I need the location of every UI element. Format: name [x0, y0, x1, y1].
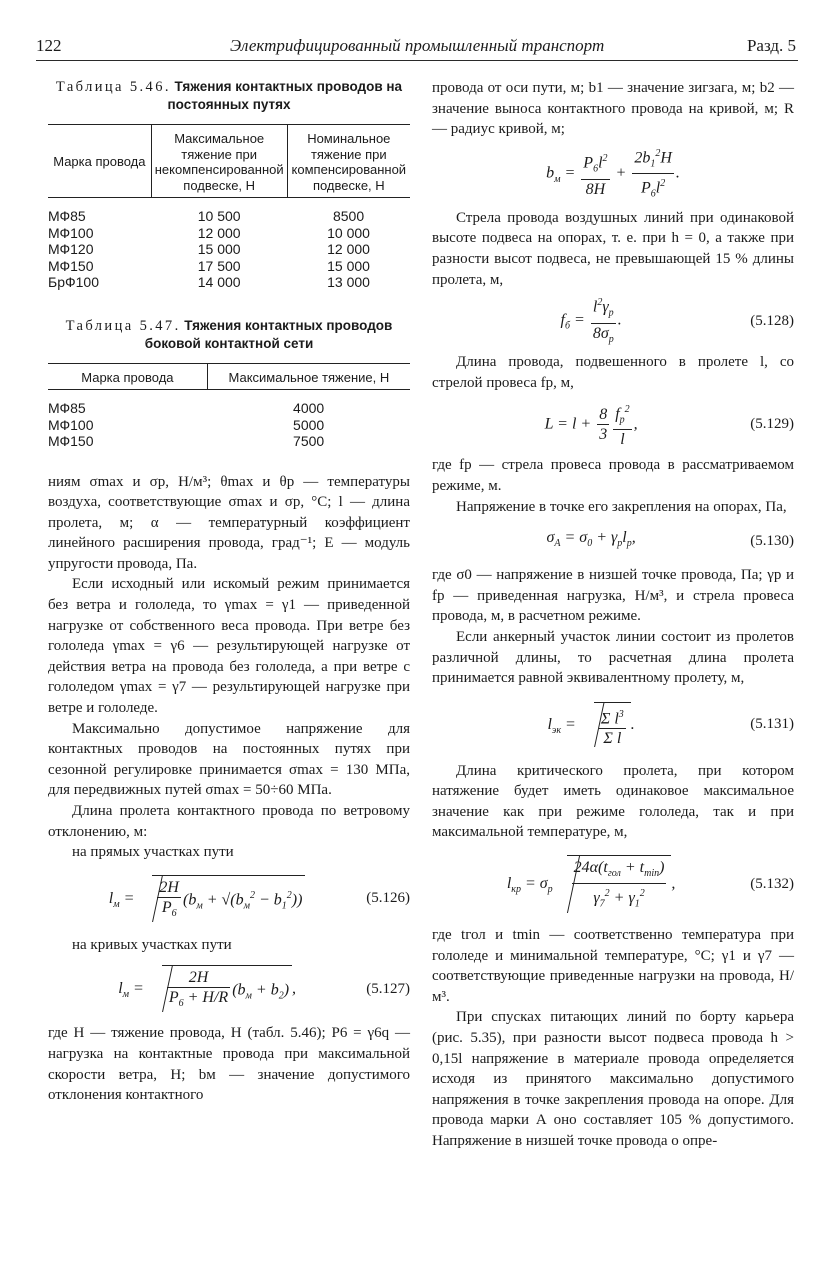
- table-row: [48, 258, 410, 275]
- equation-number: (5.130): [750, 532, 794, 549]
- formula-5-127: [48, 963, 410, 1015]
- body-paragraph: Длина критического пролета, при котором натяжение будет иметь одинаковое максимальное значение как при режиме гололеда, так и при максимальной температуре, м,: [432, 762, 794, 841]
- table-caption-number: Таблица 5.46.: [55, 79, 171, 95]
- equation-number: (5.132): [750, 875, 794, 892]
- table-cell: 4000: [293, 400, 325, 416]
- body-paragraph: на прямых участках пути: [72, 844, 234, 861]
- data-table: [48, 124, 410, 293]
- table-row: [48, 390, 410, 417]
- body-paragraph: Если исходный или искомый режим принимается без ветра и гололеда, то γmax = γ1 — приведенной нагрузке от собственного веса провода. При ветре без гололеда γmax = γ6 — результирующей нагрузке от действия ветра на провода без гололеда, а при ветре с гололедом γmax = γ7 — результирующей нагрузке при ветре и гололеде.: [48, 576, 410, 717]
- formula-5-132: [432, 851, 794, 917]
- equation-number: (5.126): [366, 890, 410, 907]
- body-paragraph: где tгол и tmin — соответственно температура при гололеде и минимальной температуре, °С; γ1 и γ7 — соответствующие приведенные нагрузки на провода, Н/м³.: [432, 927, 794, 1005]
- section-label: Разд. 5: [746, 36, 796, 55]
- data-table: [48, 363, 410, 452]
- table-cell: 8500: [332, 208, 365, 224]
- formula-expression: $l_{эк}$ = $\frac{\Sigma l^3}{\text{Σ l}}$ .: [432, 702, 750, 748]
- body-paragraph: Длина провода, подвешенного в пролете l, со стрелой провеса fp, м,: [432, 354, 794, 391]
- formula-5-131: [432, 697, 794, 753]
- table-cell: 12 000: [197, 224, 241, 241]
- table-caption-number: Таблица 5.47.: [65, 317, 181, 334]
- body-paragraph: на кривых участках пути: [72, 936, 232, 953]
- body-paragraph: Максимально допустимое напряжение для контактных проводов на постоянных путях при сезонной регулировке принимается σmax = 130 МПа, для передвижных путей σmax = 50÷60 МПа.: [48, 720, 410, 799]
- formula-5-130: [432, 525, 794, 557]
- table-5-46: [48, 78, 410, 293]
- formula-expression: $l_м$ = $\frac{2H}{P_6}$ $(b_м + √(b_м^2 - b_1^2))$: [48, 875, 366, 923]
- formula-5-129: [432, 401, 794, 447]
- formula-expression: $b_м$ = $\frac{P_6l^2}{8H}$ + $\frac{2b_1^2H}{P_6l^2}$ .: [432, 144, 794, 204]
- equation-number: (5.129): [750, 416, 794, 433]
- table-caption: [48, 317, 410, 353]
- body-paragraph: где σ0 — напряжение в низшей точке провода, Па; γp и fp — приведенная нагрузка, Н/м³, и стрела провеса провода, м, в расчетном режиме.: [432, 567, 794, 625]
- formula-expression: L = l + $\frac{8}{3}$ $\frac{f_p^2}{l}$ ,: [432, 400, 750, 450]
- table-cell: МФ100: [48, 224, 94, 241]
- column-header: Марка провода: [48, 363, 207, 390]
- table-cell: 10 500: [197, 208, 241, 224]
- table-cell: 12 000: [327, 241, 370, 257]
- equation-number: (5.131): [750, 716, 794, 733]
- equation-number: (5.127): [366, 981, 410, 998]
- table-5-47: [48, 317, 410, 452]
- running-header: [36, 30, 798, 61]
- body-paragraph: где fp — стрела провеса провода в рассматриваемом режиме, м.: [432, 457, 794, 494]
- table-cell: МФ100: [48, 416, 94, 433]
- table-cell: 5000: [293, 416, 325, 433]
- table-row: [48, 417, 410, 434]
- table-caption-title: Тяжения контактных проводов на постоянных путях: [167, 79, 403, 112]
- body-paragraph: Длина пролета контактного провода по ветровому отклонению, м:: [48, 803, 410, 840]
- table-cell: МФ150: [48, 257, 94, 274]
- formula-5-128: [432, 298, 794, 344]
- table-row: [48, 225, 410, 242]
- table-cell: МФ85: [48, 208, 86, 224]
- table-row: [48, 433, 410, 452]
- body-paragraph: При спусках питающих линий по борту карьера (рис. 5.35), при разности высот подвеса провода h > 0,15l напряжение в материале провода определяется исходя из принятого максимально допустимого напряжения в точке закрепления провода на опоре. Для провода марки А оно составляет 105 % допустимого. Напряжение в низшей точке провода о опре-: [432, 1009, 794, 1149]
- formula-expression: $l_м$ = $\frac{2H}{P_6 + H/R}$ $(b_м + b_2)$ ,: [48, 965, 366, 1013]
- formula-5-126: [48, 871, 410, 927]
- right-column: [432, 78, 794, 1152]
- table-cell: МФ85: [48, 400, 86, 416]
- table-row: [48, 198, 410, 225]
- table-cell: 13 000: [327, 274, 370, 290]
- body-paragraph: ниям σmax и σp, Н/м³; θmax и θp — температуры воздуха, соответствующие σmax и σp, °С; l — длина пролета, м; α — температурный коэффициент линейного расширения провода, град⁻¹; E — модуль упругости провода, Па.: [48, 473, 410, 572]
- body-paragraph: Стрела провода воздушных линий при одинаковой высоте подвеса на опорах, т. е. при h = 0, а также при разности высот подвеса, не превышающей 15 % длины пролета, м,: [432, 209, 794, 288]
- column-header: Марка провода: [48, 125, 151, 198]
- left-column: [48, 78, 410, 1106]
- table-caption: [48, 78, 410, 114]
- table-row: [48, 241, 410, 258]
- table-cell: БрФ100: [48, 274, 99, 290]
- table-cell: 7500: [293, 433, 325, 449]
- body-paragraph: Если анкерный участок линии состоит из пролетов различной длины, то расчетная длина пролета принимается равной эквивалентному пролету, м,: [432, 628, 794, 687]
- body-paragraph: Напряжение в точке его закрепления на опорах, Па,: [456, 498, 787, 515]
- running-title: Электрифицированный промышленный транспорт: [230, 36, 605, 55]
- formula-bm: [432, 148, 794, 200]
- table-header-row: [48, 363, 410, 390]
- formula-expression: $f_б$ = $\frac{l^2\gamma_p}{8\sigma_p}$ .: [432, 293, 750, 349]
- table-cell: МФ150: [48, 433, 94, 449]
- body-paragraph: провода от оси пути, м; b1 — значение зигзага, м; b2 — значение выноса контактного провода на кривой, м; R — радиус кривой, м;: [432, 80, 794, 138]
- table-cell: МФ120: [48, 241, 94, 257]
- formula-expression: $\sigma_A = \sigma_0 + \gamma_pl_p$,: [546, 528, 636, 549]
- table-cell: 14 000: [197, 274, 241, 290]
- page-number: 122: [36, 36, 62, 55]
- equation-number: (5.128): [750, 312, 794, 329]
- formula-expression: $l_{кр} = \sigma_p$ $\frac{24\alpha(t_{гол} + t_{min})}{\gamma_7^2 + \gamma_1^2}$ ,: [432, 855, 750, 914]
- column-header: Максимальное тяжение, Н: [207, 363, 410, 390]
- table-header-row: [48, 125, 410, 198]
- column-header: Максимальное тяжение при некомпенсированной подвеске, Н: [151, 125, 287, 198]
- table-cell: 15 000: [197, 241, 241, 257]
- table-cell: 17 500: [197, 257, 241, 274]
- table-row: [48, 274, 410, 293]
- table-cell: 10 000: [327, 224, 370, 241]
- body-paragraph: где H — тяжение провода, Н (табл. 5.46); P6 = γ6q — нагрузка на контактные провода при максимальной скорости ветра, Н; bм — значение допустимого отклонения контактного: [48, 1025, 410, 1104]
- column-header: Номинальное тяжение при компенсированной подвеске, Н: [287, 125, 410, 198]
- table-cell: 15 000: [327, 257, 370, 274]
- table-caption-title: Тяжения контактных проводов боковой контактной сети: [144, 317, 393, 351]
